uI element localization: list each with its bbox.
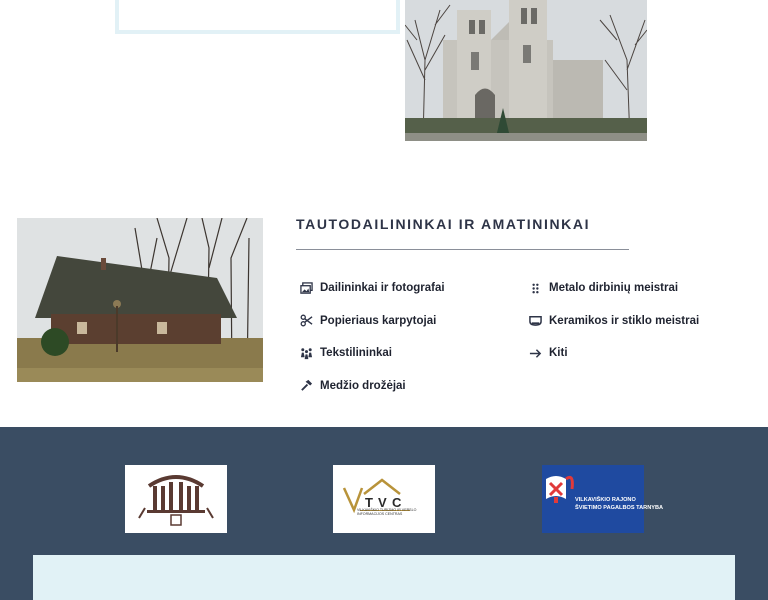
craft-link-ceramics-glass[interactable] bbox=[527, 305, 699, 338]
church-photo bbox=[405, 0, 647, 141]
footer-panel bbox=[33, 555, 735, 600]
tvic-caption bbox=[357, 508, 416, 517]
education-caption-line1: VILKAVIŠKIO RAJONO bbox=[575, 497, 636, 503]
farmstead-photo bbox=[17, 218, 263, 382]
craft-label: Dailininkai ir fotografai bbox=[320, 282, 445, 295]
hammer-icon bbox=[298, 378, 314, 394]
craft-label: Keramikos ir stiklo meistrai bbox=[549, 314, 700, 327]
tvic-caption-line1: VILKAVIŠKIO TURIZMO IR VERSLO bbox=[357, 508, 417, 512]
craft-link-metal-craftsmen[interactable] bbox=[527, 272, 699, 305]
crafts-column-left bbox=[298, 272, 445, 402]
crafts-column-right bbox=[527, 272, 699, 370]
education-caption-line2: ŠVIETIMO PAGALBOS TARNYBA bbox=[575, 505, 664, 511]
title-divider bbox=[296, 249, 629, 250]
tvic-emblem bbox=[334, 466, 434, 532]
craft-link-wood-carvers[interactable] bbox=[298, 370, 445, 403]
farmstead-illustration bbox=[17, 218, 263, 382]
craft-link-painters-photographers[interactable] bbox=[298, 272, 445, 305]
craft-label: Kiti bbox=[549, 347, 568, 360]
craft-label: Medžio drožėjai bbox=[320, 379, 406, 392]
craft-link-textile-makers[interactable] bbox=[298, 337, 445, 370]
craft-link-others[interactable] bbox=[527, 337, 699, 370]
svg-text:C: C bbox=[392, 495, 402, 510]
library-emblem bbox=[131, 468, 221, 530]
education-caption bbox=[575, 496, 663, 512]
library-logo[interactable] bbox=[125, 465, 227, 533]
info-card bbox=[115, 0, 400, 34]
section-title: TAUTODAILININKAI IR AMATININKAI bbox=[296, 216, 591, 232]
craft-label: Metalo dirbinių meistrai bbox=[549, 282, 679, 295]
tvic-logo[interactable] bbox=[333, 465, 435, 533]
svg-text:T: T bbox=[365, 495, 373, 510]
grip-dots-icon bbox=[527, 280, 543, 296]
arrow-right-icon bbox=[527, 345, 543, 361]
people-icon bbox=[298, 345, 314, 361]
footer bbox=[0, 427, 768, 600]
craft-label: Popieriaus karpytojai bbox=[320, 314, 437, 327]
church-illustration bbox=[405, 0, 647, 141]
tvic-caption-line2: INFORMACIJOS CENTRAS bbox=[357, 512, 403, 517]
bowl-icon bbox=[527, 313, 543, 329]
images-icon bbox=[298, 280, 314, 296]
svg-text:V: V bbox=[378, 495, 387, 510]
scissors-icon bbox=[298, 313, 314, 329]
craft-label: Tekstilininkai bbox=[320, 347, 393, 360]
education-service-logo[interactable] bbox=[542, 465, 664, 533]
craft-link-paper-cutters[interactable] bbox=[298, 305, 445, 338]
